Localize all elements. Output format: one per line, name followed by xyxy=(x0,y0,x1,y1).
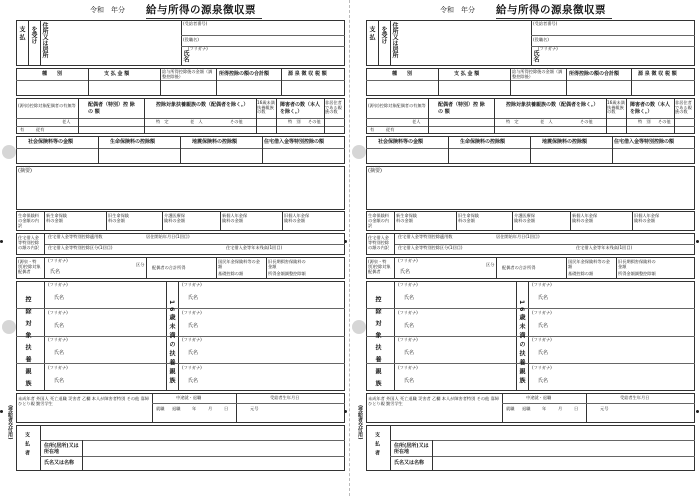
life-insurance-header: 生命保険料の控除額 xyxy=(460,139,506,145)
retired-label: 退職 xyxy=(522,406,531,411)
rule xyxy=(510,68,511,96)
spouse-category: 区分 xyxy=(486,262,495,267)
u16-1-furigana: (フリガナ) xyxy=(532,282,552,287)
retired-label: 退職 xyxy=(172,406,181,411)
recipient-copy-label: (受給者交付用) xyxy=(357,405,363,440)
dep4-furigana: (フリガナ) xyxy=(398,365,418,370)
under16-header: 16歳未満扶養親族の数 xyxy=(257,100,275,115)
after-deduction-header: 給与所得控除後の金額（調整控除後） xyxy=(512,69,563,79)
rule xyxy=(276,98,277,134)
dependents-label: 控除対象扶養親族 xyxy=(374,296,381,392)
housing-loan-header: 住宅借入金等特別控除の額 xyxy=(264,139,325,145)
old-label: 老人 xyxy=(412,119,421,124)
special-label: 特 別 xyxy=(638,119,651,124)
yes-label: 有 xyxy=(370,127,375,132)
rule xyxy=(428,98,429,134)
spouse-deduction-header: 配偶者（特別）控 除 の 額 xyxy=(438,102,485,115)
employed-label: 就職 xyxy=(156,406,165,411)
social-insurance-header: 社会保険料等の金額 xyxy=(378,139,424,145)
payer-name-label: 氏名又は名称 xyxy=(44,460,75,466)
dep1-furigana: (フリガナ) xyxy=(48,282,68,287)
insurance-breakdown-label: 生命保険料の金額の内訳 xyxy=(18,213,39,229)
spouse-income-label: 配偶者の合計所得 xyxy=(502,265,536,270)
rule xyxy=(512,211,513,231)
rule xyxy=(612,136,613,164)
dependents-count-header: 控除対象扶養親族の数（配偶者を除く。） xyxy=(506,102,599,108)
payee-label-2: を受け xyxy=(30,26,37,44)
mid-employment-label: 中途就・退職 xyxy=(526,395,552,400)
address-label: 住所又は居所 xyxy=(41,22,48,58)
rule xyxy=(531,35,695,36)
old-label: 老人 xyxy=(62,119,71,124)
rule xyxy=(570,211,571,231)
month-label: 月 xyxy=(208,406,213,411)
under16-label: 16歳未満の扶養親族 xyxy=(168,300,175,387)
rule xyxy=(394,233,395,255)
nonresident-header: 非居住者である親族の数 xyxy=(675,100,692,115)
edge-mark xyxy=(696,410,699,413)
rule xyxy=(566,257,567,279)
dependents-count-header: 控除対象扶養親族の数（配偶者を除く。） xyxy=(156,102,249,108)
recipient-dob-label: 受給者生年月日 xyxy=(270,395,300,400)
recipient-dob-label: 受給者生年月日 xyxy=(620,395,650,400)
payee-label: 支 払 xyxy=(18,26,25,41)
edge-mark xyxy=(344,240,347,243)
dependents-label: 控除対象扶養親族 xyxy=(24,296,31,392)
rule xyxy=(438,68,439,96)
era-label: 令和 年分 xyxy=(90,6,125,14)
rule xyxy=(502,393,503,423)
rule xyxy=(44,257,45,279)
dep3-furigana: (フリガナ) xyxy=(398,337,418,342)
rule xyxy=(146,257,147,279)
other2-label: その他 xyxy=(308,119,321,124)
status-labels: 未成年者 外国人 死亡退職 災害者 乙欄 本人が障害者特別 その他 寡婦 ひとり親 勤労学生 xyxy=(18,396,149,407)
old-insurance-label: 旧長期損害保険料の金額 xyxy=(618,259,656,270)
rule xyxy=(216,257,217,279)
address-label: 住所又は居所 xyxy=(391,22,398,58)
u16-1-name: 氏名 xyxy=(188,295,199,301)
rule xyxy=(220,211,221,231)
spouse-furigana: (フリガナ) xyxy=(398,258,418,263)
old-pension-label: 旧個人年金保険料の金額 xyxy=(284,213,310,224)
rule xyxy=(16,80,345,81)
dep3-furigana: (フリガナ) xyxy=(48,337,68,342)
spouse-name-label: 氏名 xyxy=(400,269,411,275)
rule xyxy=(236,393,237,423)
earthquake-insurance-header: 地震保険料の控除額 xyxy=(192,139,238,145)
subordinate-label: 従有 xyxy=(36,127,45,132)
care-label: 介護医療保険料の金額 xyxy=(514,213,535,224)
withholding-tax-header: 源 泉 徴 収 税 額 xyxy=(288,71,327,77)
under16-header: 16歳未満扶養親族の数 xyxy=(607,100,625,115)
u16-2-furigana: (フリガナ) xyxy=(532,310,552,315)
spouse-category: 区分 xyxy=(136,262,145,267)
specific-label: 特 定 xyxy=(506,119,519,124)
rule xyxy=(631,68,632,96)
spouse-label: (源泉・特別)控除対象配偶者 xyxy=(18,259,41,275)
name-label: 氏名 xyxy=(532,50,539,62)
new-life-label: 新生命保険料の金額 xyxy=(396,213,417,224)
payer-name-label: 氏名又は名称 xyxy=(394,460,425,466)
rule xyxy=(28,20,29,66)
edge-mark xyxy=(0,410,3,413)
old2-label: 老 人 xyxy=(540,119,553,124)
payer-label: 支払者 xyxy=(374,432,380,459)
basic-deduction-label: 基礎控除の額 xyxy=(218,271,244,276)
rule xyxy=(16,363,345,364)
type-header: 種 別 xyxy=(392,71,413,77)
name-label: 氏名 xyxy=(182,50,189,62)
rule xyxy=(390,425,391,471)
status-labels: 未成年者 外国人 死亡退職 災害者 乙欄 本人が障害者特別 その他 寡婦 ひとり親 勤労学生 xyxy=(368,396,499,407)
nonresident-header: 非居住者である親族の数 xyxy=(325,100,342,115)
rule xyxy=(40,456,345,457)
rule xyxy=(181,35,345,36)
old-insurance-label: 旧長期損害保険料の金額 xyxy=(268,259,306,270)
dep2-name: 氏名 xyxy=(54,323,65,329)
rule xyxy=(106,211,107,231)
rule xyxy=(366,363,695,364)
spouse-label: (源泉・特別)控除対象配偶者 xyxy=(368,259,391,275)
era-name-label: 元号 xyxy=(250,406,259,411)
rule xyxy=(78,98,79,134)
housing-start-label: 居住開始年月日(1回目) xyxy=(496,234,540,239)
payee-label-2: を受け xyxy=(380,26,387,44)
rule xyxy=(390,440,695,441)
punch-hole xyxy=(2,145,16,159)
remarks-box xyxy=(366,166,695,210)
year-label: 年 xyxy=(192,406,197,411)
rule xyxy=(394,257,395,279)
title-underline xyxy=(146,18,262,19)
disabled-count-header: 障害者の数（本人を除く。） xyxy=(280,102,321,115)
rule xyxy=(566,68,567,96)
u16-4-furigana: (フリガナ) xyxy=(532,365,552,370)
social-insurance-header: 社会保険料等の金額 xyxy=(28,139,74,145)
rule xyxy=(44,211,45,231)
recipient-number-label: (受給者番号) xyxy=(183,21,208,26)
old-pension-label: 旧個人年金保険料の金額 xyxy=(634,213,660,224)
dep2-name: 氏名 xyxy=(404,323,415,329)
month-label: 月 xyxy=(558,406,563,411)
punch-hole xyxy=(352,320,366,334)
u16-4-name: 氏名 xyxy=(188,378,199,384)
deduction-total-header: 所得控除の額の合計額 xyxy=(219,71,270,77)
payer-address-label: 住所(居所)又は所在地 xyxy=(44,443,79,455)
remarks-label: (摘要) xyxy=(18,168,32,174)
rule xyxy=(262,136,263,164)
payee-label: 支 払 xyxy=(368,26,375,41)
day-label: 日 xyxy=(574,406,579,411)
u16-4-name: 氏名 xyxy=(538,378,549,384)
housing-breakdown-label: 住宅借入金等特別控除の額の内訳 xyxy=(18,235,39,251)
rule xyxy=(586,393,587,423)
specific-label: 特 定 xyxy=(156,119,169,124)
rule xyxy=(378,20,379,66)
national-pension-label: 国民年金保険料等の金額 xyxy=(568,259,610,270)
rule xyxy=(152,403,345,404)
dep4-name: 氏名 xyxy=(404,378,415,384)
edge-mark xyxy=(696,240,699,243)
mid-employment-label: 中途就・退職 xyxy=(176,395,202,400)
form-title: 給与所得の源泉徴収票 xyxy=(146,4,256,16)
deduction-total-header: 所得控除の額の合計額 xyxy=(569,71,620,77)
basic-deduction-label: 基礎控除の額 xyxy=(568,271,594,276)
rule xyxy=(266,257,267,279)
earthquake-insurance-header: 地震保険料の控除額 xyxy=(542,139,588,145)
year-label: 年 xyxy=(542,406,547,411)
form-title: 給与所得の源泉徴収票 xyxy=(496,4,606,16)
old-life-label: 旧生命保険料の金額 xyxy=(458,213,479,224)
punch-hole xyxy=(352,145,366,159)
rule xyxy=(366,80,695,81)
housing-applicable-label: 住宅借入金等特別控除適用数 xyxy=(48,234,103,239)
perforation-line xyxy=(349,0,350,496)
rule xyxy=(152,393,153,423)
dep2-furigana: (フリガナ) xyxy=(48,310,68,315)
rule xyxy=(366,308,695,309)
u16-3-furigana: (フリガナ) xyxy=(182,337,202,342)
rule xyxy=(162,211,163,231)
withholding-tax-header: 源 泉 徴 収 税 額 xyxy=(638,71,677,77)
dep3-name: 氏名 xyxy=(54,350,65,356)
dep4-name: 氏名 xyxy=(54,378,65,384)
housing-type-label: 住宅借入金等特別控除区分(1回目) xyxy=(48,245,113,250)
punch-hole xyxy=(2,320,16,334)
u16-3-name: 氏名 xyxy=(188,350,199,356)
other-label: その他 xyxy=(230,119,243,124)
u16-1-furigana: (フリガナ) xyxy=(182,282,202,287)
housing-breakdown-label: 住宅借入金等特別控除の額の内訳 xyxy=(368,235,389,251)
rule xyxy=(16,126,345,127)
rule xyxy=(456,211,457,231)
pay-amount-header: 支 払 金 額 xyxy=(104,71,130,77)
spouse-income-label: 配偶者の合計所得 xyxy=(152,265,186,270)
old-life-label: 旧生命保険料の金額 xyxy=(108,213,129,224)
dep3-name: 氏名 xyxy=(404,350,415,356)
disabled-count-header: 障害者の数（本人を除く。） xyxy=(630,102,671,115)
housing-start-label: 居住開始年月日(1回目) xyxy=(146,234,190,239)
rule xyxy=(616,257,617,279)
new-pension-label: 新個人年金保険料の金額 xyxy=(572,213,598,224)
payer-address-label: 住所(居所)又は所在地 xyxy=(394,443,429,455)
life-insurance-header: 生命保険料の控除額 xyxy=(110,139,156,145)
edge-mark xyxy=(344,410,347,413)
dep2-furigana: (フリガナ) xyxy=(398,310,418,315)
after-deduction-header: 給与所得控除後の金額（調整控除後） xyxy=(162,69,213,79)
adjustment-label: 所得金額調整控除額 xyxy=(618,271,656,276)
payer-label: 支払者 xyxy=(24,432,30,459)
insurance-breakdown-label: 生命保険料の金額の内訳 xyxy=(368,213,389,229)
national-pension-label: 国民年金保険料等の金額 xyxy=(218,259,260,270)
housing-balance-label: 住宅借入金等年末残高(1回目) xyxy=(576,245,633,250)
rule xyxy=(494,98,495,134)
position-label: (役職名) xyxy=(183,37,199,42)
under16-label: 16歳未満の扶養親族 xyxy=(518,300,525,387)
withholding-slip-left xyxy=(6,0,346,496)
other-label: その他 xyxy=(580,119,593,124)
rule xyxy=(496,257,497,279)
era-name-label: 元号 xyxy=(600,406,609,411)
rule xyxy=(40,425,41,471)
spouse-name-label: 氏名 xyxy=(50,269,61,275)
u16-3-name: 氏名 xyxy=(538,350,549,356)
dep1-name: 氏名 xyxy=(404,295,415,301)
rule xyxy=(626,98,627,134)
rule xyxy=(98,136,99,164)
rule xyxy=(180,136,181,164)
housing-type-label: 住宅借入金等特別控除区分(1回目) xyxy=(398,245,463,250)
subordinate-label: 従有 xyxy=(386,127,395,132)
era-label: 令和 年分 xyxy=(440,6,475,14)
remarks-label: (摘要) xyxy=(368,168,382,174)
dep1-furigana: (フリガナ) xyxy=(398,282,418,287)
employed-label: 就職 xyxy=(506,406,515,411)
new-pension-label: 新個人年金保険料の金額 xyxy=(222,213,248,224)
rule xyxy=(40,440,345,441)
u16-4-furigana: (フリガナ) xyxy=(182,365,202,370)
u16-1-name: 氏名 xyxy=(538,295,549,301)
rule xyxy=(16,308,345,309)
new-life-label: 新生命保険料の金額 xyxy=(46,213,67,224)
dep1-name: 氏名 xyxy=(54,295,65,301)
u16-2-name: 氏名 xyxy=(538,323,549,329)
special-label: 特 別 xyxy=(288,119,301,124)
rule xyxy=(502,403,695,404)
rule xyxy=(390,456,695,457)
rule xyxy=(216,68,217,96)
pay-amount-header: 支 払 金 額 xyxy=(454,71,480,77)
recipient-copy-label: (受給者交付用) xyxy=(7,405,13,440)
rule xyxy=(88,68,89,96)
rule xyxy=(366,126,695,127)
yes-label: 有 xyxy=(20,127,25,132)
spouse-flag-header: (源泉)控除対象配偶者の有無等 xyxy=(368,103,426,108)
housing-balance-label: 住宅借入金等年末残高(1回目) xyxy=(226,245,283,250)
spouse-furigana: (フリガナ) xyxy=(48,258,68,263)
rule xyxy=(632,211,633,231)
old2-label: 老 人 xyxy=(190,119,203,124)
u16-2-furigana: (フリガナ) xyxy=(182,310,202,315)
rule xyxy=(144,98,145,134)
rule xyxy=(530,136,531,164)
rule xyxy=(448,136,449,164)
rule xyxy=(282,211,283,231)
spouse-flag-header: (源泉)控除対象配偶者の有無等 xyxy=(18,103,76,108)
rule xyxy=(44,233,45,255)
other2-label: その他 xyxy=(658,119,671,124)
spouse-deduction-header: 配偶者（特別）控 除 の 額 xyxy=(88,102,135,115)
rule xyxy=(281,68,282,96)
furigana-label: (フリガナ) xyxy=(538,46,558,51)
furigana-label: (フリガナ) xyxy=(188,46,208,51)
u16-3-furigana: (フリガナ) xyxy=(532,337,552,342)
title-underline xyxy=(496,18,612,19)
rule xyxy=(160,68,161,96)
rule xyxy=(432,440,433,471)
day-label: 日 xyxy=(224,406,229,411)
edge-mark xyxy=(0,240,3,243)
rule xyxy=(82,440,83,471)
dep4-furigana: (フリガナ) xyxy=(48,365,68,370)
position-label: (役職名) xyxy=(533,37,549,42)
recipient-number-label: (受給者番号) xyxy=(533,21,558,26)
adjustment-label: 所得金額調整控除額 xyxy=(268,271,306,276)
u16-2-name: 氏名 xyxy=(188,323,199,329)
remarks-box xyxy=(16,166,345,210)
rule xyxy=(394,211,395,231)
withholding-slip-right xyxy=(356,0,696,496)
care-label: 介護医療保険料の金額 xyxy=(164,213,185,224)
housing-loan-header: 住宅借入金等特別控除の額 xyxy=(614,139,675,145)
type-header: 種 別 xyxy=(42,71,63,77)
housing-applicable-label: 住宅借入金等特別控除適用数 xyxy=(398,234,453,239)
